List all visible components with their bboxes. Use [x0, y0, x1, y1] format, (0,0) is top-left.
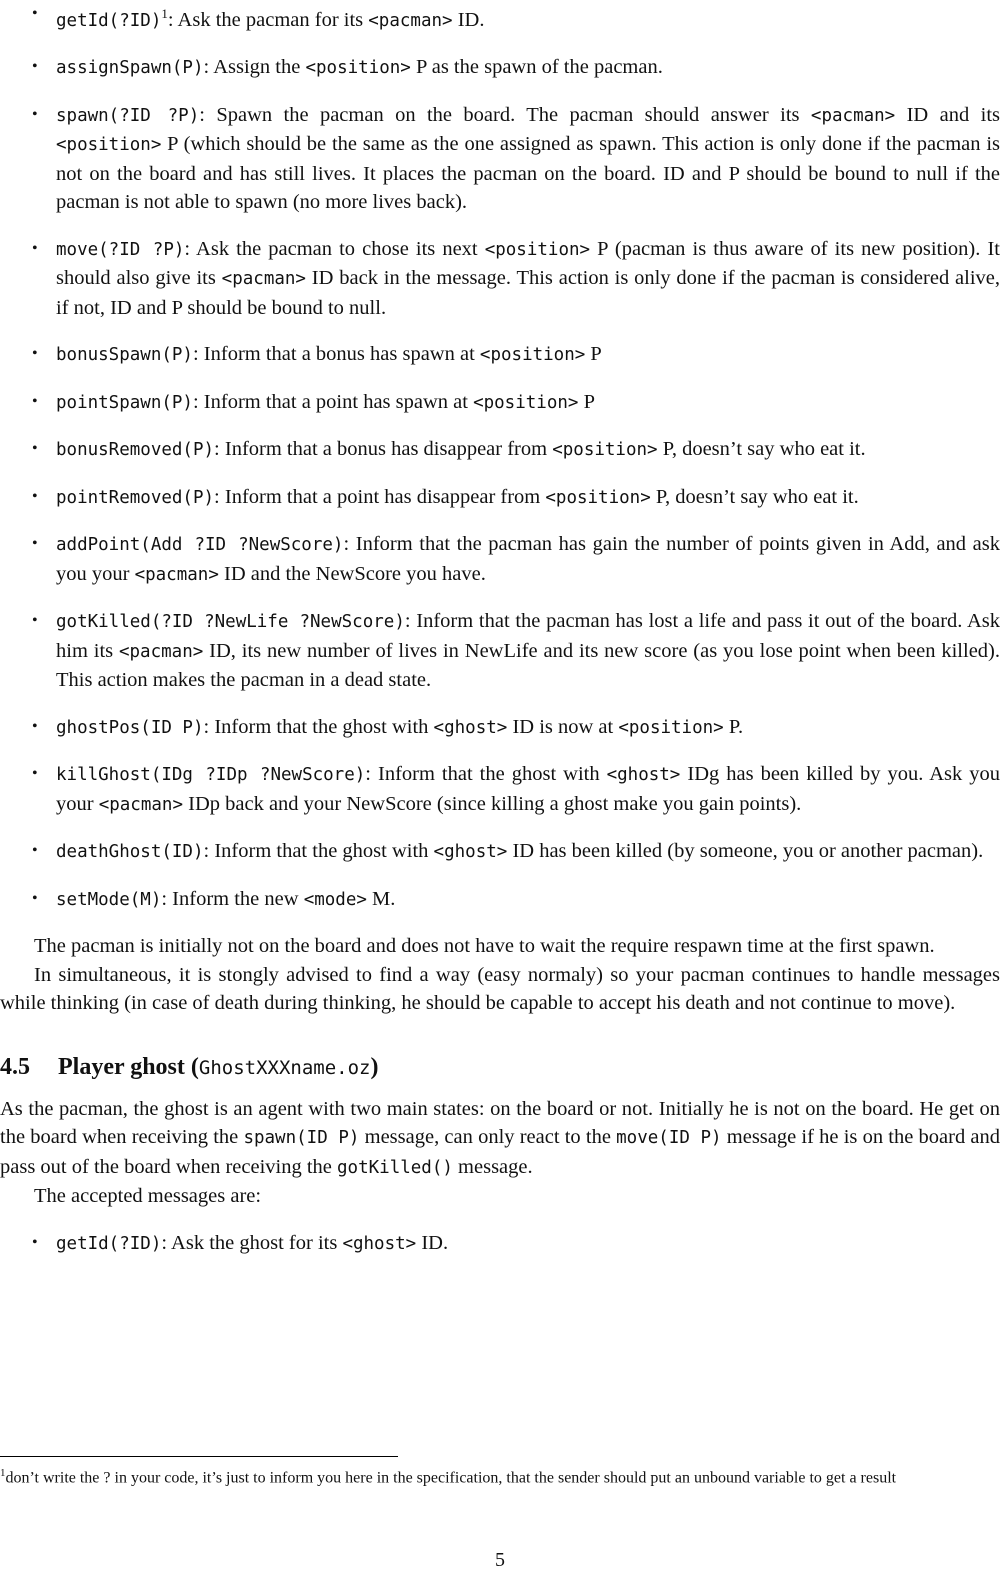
bullet-icon: • [32, 487, 38, 505]
list-item [0, 1229, 1000, 1259]
message-signature: gotKilled(?ID ?NewLife ?NewScore) [56, 612, 405, 633]
bullet-icon: • [32, 842, 38, 860]
section-title: Player ghost ( [58, 1053, 199, 1080]
message-description: : Inform that the ghost with <ghost> ID is now at <position> P. [203, 715, 744, 738]
type-token: <pacman> [98, 794, 183, 815]
type-token: <mode> [303, 889, 367, 910]
bullet-icon: • [32, 535, 38, 553]
text-run: As the pacman, the ghost is an agent with two main states: on the board or not. Initially he is not on the board. He get on the board when receiving the [0, 1097, 1000, 1149]
text-run: message. [452, 1155, 533, 1178]
bullet-icon: • [32, 5, 38, 22]
section-number: 4.5 [0, 1053, 30, 1080]
message-description: : Inform that a bonus has spawn at <position> P [192, 343, 602, 366]
paragraph-initial-spawn: The pacman is initially not on the board and does not have to wait the require respawn time at the first spawn. [34, 935, 935, 958]
message-signature: deathGhost(ID) [56, 842, 204, 863]
bullet-icon: • [32, 889, 38, 907]
list-item [0, 435, 1000, 465]
type-token: <position> [552, 440, 658, 461]
bullet-icon: • [32, 105, 38, 123]
type-token: <position> [473, 392, 579, 413]
text-run: message if he is on the board and pass out of the board when receiving the [0, 1126, 1001, 1178]
list-item [0, 101, 1000, 217]
message-signature: pointRemoved(P) [56, 487, 215, 508]
section-file: GhostXXXname.oz [198, 1056, 371, 1079]
paragraph-simultaneous: In simultaneous, it is stongly advised to find a way (easy normaly) so your pacman continues to handle messages while thinking (in case of death during thinking, he should be capable to accept his death and not continue to move). [0, 963, 1000, 1015]
message-description: : Assign the <position> P as the spawn of the pacman. [203, 56, 663, 79]
list-item [0, 837, 1000, 867]
message-signature: getId(?ID) [56, 10, 162, 31]
message-description: : Inform that a bonus has disappear from <position> P, doesn’t say who eat it. [214, 438, 866, 461]
type-token: <position> [305, 58, 411, 79]
type-token: <pacman> [368, 10, 453, 31]
bullet-icon: • [32, 392, 38, 410]
code-spawn: spawn(ID P) [243, 1128, 360, 1149]
message-signature: killGhost(IDg ?IDp ?NewScore) [56, 765, 366, 786]
list-item [0, 235, 1000, 323]
type-token: <pacman> [221, 269, 306, 290]
list-item [0, 53, 1000, 83]
bullet-icon: • [32, 717, 38, 735]
list-item [0, 530, 1000, 589]
message-signature: getId(?ID) [56, 1233, 162, 1254]
list-item [0, 483, 1000, 513]
type-token: <position> [618, 717, 724, 738]
message-list-ghost [0, 1229, 1000, 1259]
message-description: : Inform that the pacman has lost a life and pass it out of the board. Ask him its <pacman> ID, its new number of lives in NewLife and its new score (as you lose point when been killed). This action makes the pacman in a dead state. [56, 610, 1001, 692]
message-description: : Inform that the ghost with <ghost> ID has been killed (by someone, you or another pacman). [203, 840, 984, 863]
code-move: move(ID P) [616, 1128, 722, 1149]
list-item [0, 388, 1000, 418]
section-close-paren: ) [370, 1053, 379, 1080]
footnote-mark: 1 [0, 1467, 6, 1479]
message-signature: bonusRemoved(P) [56, 440, 215, 461]
message-description: : Ask the pacman to chose its next <position> P (pacman is thus aware of its new position). It should also give its <pacman> ID back in the message. This action is only done if the pacman is considered alive, if not, ID and P should be bound to null. [56, 237, 1000, 319]
message-signature: pointSpawn(P) [56, 392, 193, 413]
type-token: <ghost> [433, 842, 508, 863]
message-signature: ghostPos(ID P) [56, 717, 204, 738]
message-description: : Inform that the ghost with <ghost> IDg has been killed by you. Ask you your <pacman> IDp back and your NewScore (since killing a ghost make you gain points). [56, 763, 1000, 815]
message-signature: bonusSpawn(P) [56, 345, 193, 366]
bullet-icon: • [32, 345, 38, 363]
code-gotkilled: gotKilled() [337, 1157, 453, 1178]
bullet-icon: • [32, 765, 38, 783]
message-description: : Spawn the pacman on the board. The pacman should answer its <pacman> ID and its <position> P (which should be the same as the one assigned as spawn. This action is only done if the pacman is not on the board and has still lives. It places the pacman on the board. ID and P should be bound to null if the pacman is not able to spawn (no more lives back). [56, 103, 1000, 214]
bullet-icon: • [32, 58, 38, 76]
list-item [0, 607, 1000, 695]
type-token: <ghost> [433, 717, 508, 738]
footnote-rule [0, 1456, 398, 1457]
footnote [0, 1462, 998, 1489]
type-token: <ghost> [606, 765, 681, 786]
message-description: : Ask the ghost for its <ghost> ID. [161, 1231, 449, 1254]
bullet-icon: • [32, 239, 38, 257]
message-signature: addPoint(Add ?ID ?NewScore) [56, 535, 344, 556]
paragraph-accepted-messages: The accepted messages are: [34, 1185, 262, 1208]
message-signature: assignSpawn(P) [56, 58, 204, 79]
footnote-text: don’t write the ? in your code, it’s just to inform you here in the specification, that the sender should put an unbound variable to get a result [5, 1469, 897, 1487]
message-description: : Inform that a point has spawn at <position> P [192, 390, 595, 413]
section-heading [0, 1052, 1000, 1083]
message-description: : Inform that the pacman has gain the number of points given in Add, and ask you your <pacman> ID and the NewScore you have. [56, 533, 1000, 585]
message-signature: setMode(M) [56, 889, 162, 910]
message-signature: spawn(?ID ?P) [56, 105, 200, 126]
type-token: <pacman> [134, 564, 219, 585]
message-signature: move(?ID ?P) [56, 239, 185, 260]
list-item [0, 760, 1000, 819]
type-token: <pacman> [118, 641, 204, 662]
bullet-icon: • [32, 612, 38, 630]
text-run: message, can only react to the [359, 1126, 617, 1149]
page-number: 5 [495, 1549, 505, 1571]
list-item [0, 340, 1000, 370]
footnote-ref: 1 [161, 6, 168, 21]
bullet-icon: • [32, 440, 38, 458]
type-token: <position> [479, 345, 586, 366]
type-token: <position> [545, 487, 651, 508]
paragraph-ghost-states [0, 1095, 1000, 1183]
type-token: <pacman> [810, 105, 896, 126]
list-item [0, 0, 1000, 35]
message-description: : Ask the pacman for its <pacman> ID. [167, 8, 485, 31]
type-token: <position> [484, 239, 591, 260]
list-item [0, 713, 1000, 743]
message-description: : Inform the new <mode> M. [161, 887, 396, 910]
bullet-icon: • [32, 1233, 38, 1251]
type-token: <ghost> [342, 1233, 417, 1254]
list-item [0, 885, 1000, 915]
type-token: <position> [56, 135, 162, 156]
message-description: : Inform that a point has disappear from <position> P, doesn’t say who eat it. [214, 485, 859, 508]
